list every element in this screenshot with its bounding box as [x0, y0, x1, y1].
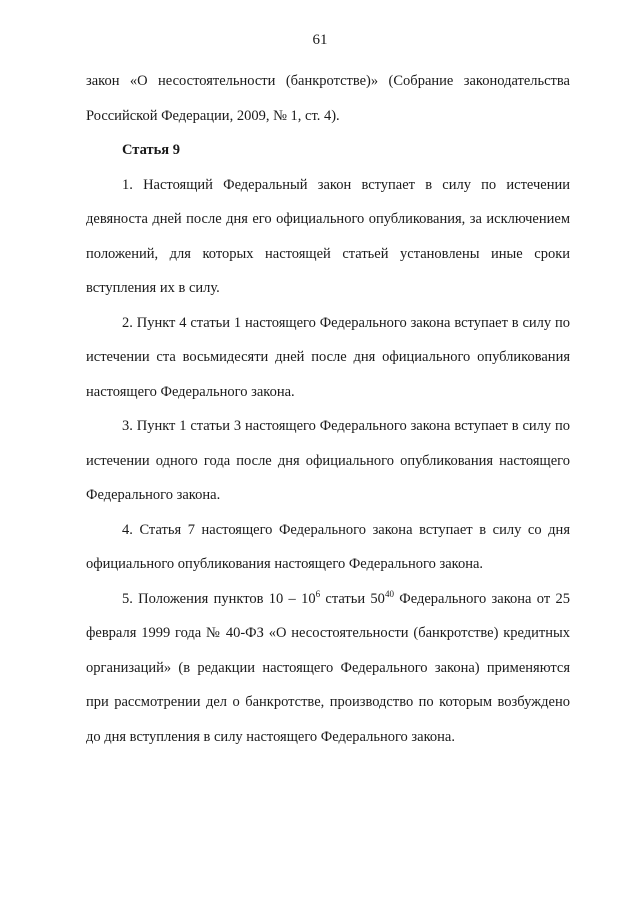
paragraph-5-text-c: Федерального закона от 25 февраля 1999 года № 40-ФЗ «О несостоятельности (банкротстве) кредитных организаций» (в редакции настоящего Федерального закона) применяются при рассмотрении дел о банкротстве, производство по которым возбуждено до дня вступления в силу настоящего Федерального закона.	[86, 590, 570, 745]
paragraph-5-superscript-b: 40	[384, 588, 394, 599]
paragraph-5	[86, 582, 570, 755]
paragraph-5-text-a: 5. Положения пунктов 10 – 10	[122, 590, 316, 607]
paragraph-3: 3. Пункт 1 статьи 3 настоящего Федерального закона вступает в силу по истечении одного года после дня официального опубликования настоящего Федерального закона.	[86, 418, 570, 503]
paragraph-4: 4. Статья 7 настоящего Федерального закона вступает в силу со дня официального опубликования настоящего Федерального закона.	[86, 521, 570, 572]
paragraph-2: 2. Пункт 4 статьи 1 настоящего Федерального закона вступает в силу по истечении ста восьмидесяти дней после дня официального опубликования настоящего Федерального закона.	[86, 314, 570, 400]
paragraph-1: 1. Настоящий Федеральный закон вступает в силу по истечении девяноста дней после дня его официального опубликования, за исключением положений, для которых настоящей статьей установлены иные сроки вступления их в силу.	[86, 176, 570, 296]
paragraph-5-text-b: статьи 50	[320, 590, 385, 607]
intro-paragraph: закон «О несостоятельности (банкротстве)» (Собрание законодательства Российской Федерации, 2009, № 1, ст. 4).	[86, 73, 570, 124]
document-body	[86, 64, 570, 754]
article-heading: Статья 9	[122, 142, 180, 158]
paragraph-5-superscript-a: 6	[315, 588, 321, 599]
page-number: 61	[312, 32, 328, 48]
